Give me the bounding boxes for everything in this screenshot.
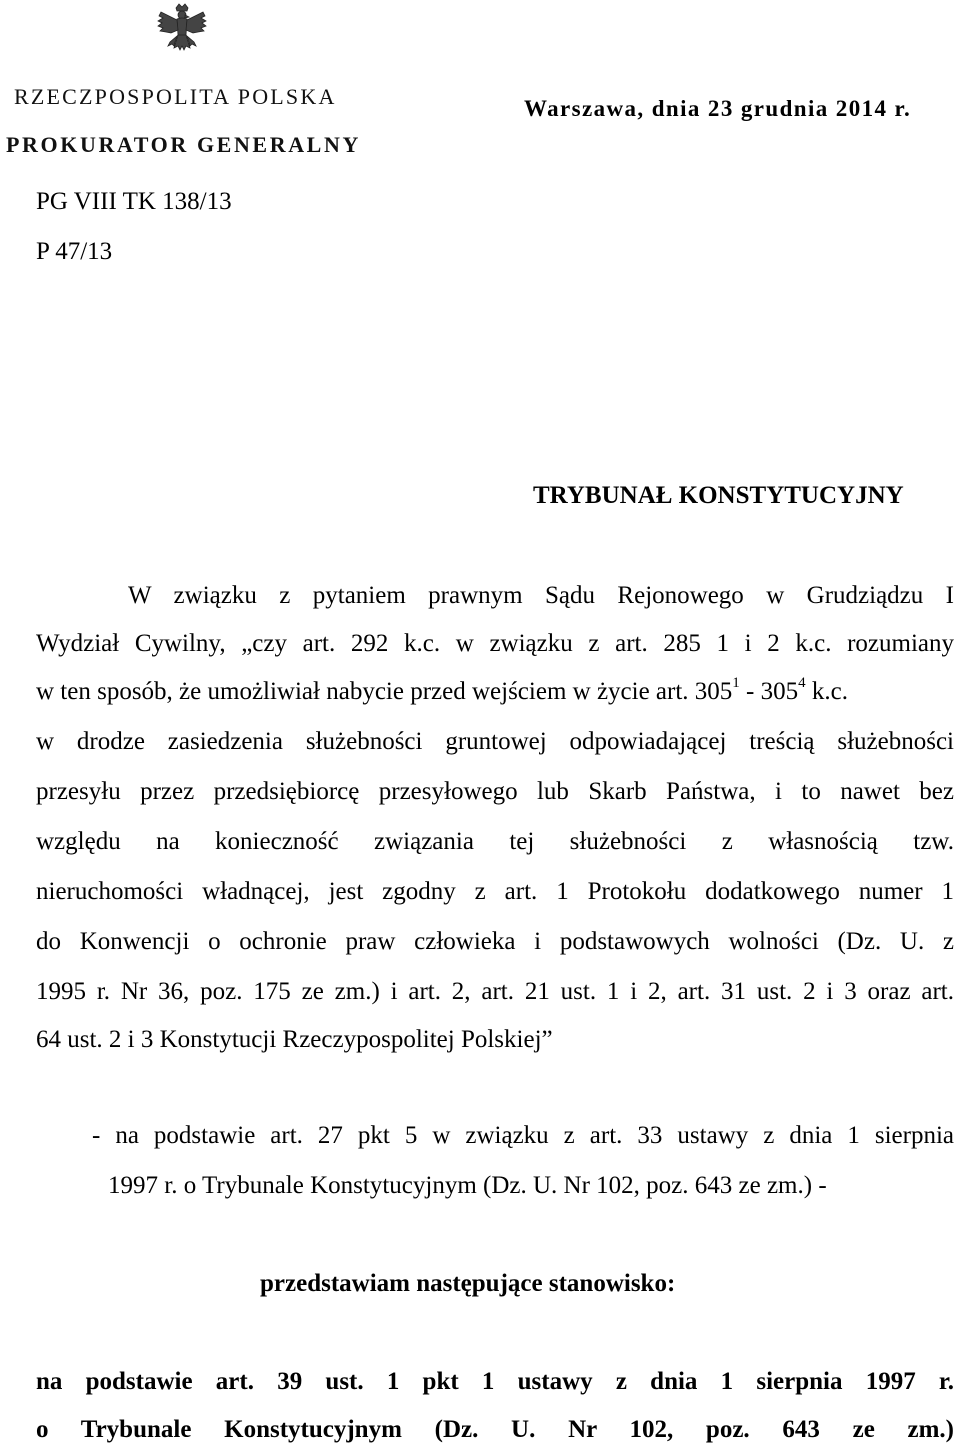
question-line — [36, 630, 954, 658]
case-reference-pg: PG VIII TK 138/13 — [36, 188, 232, 215]
document-date: Warszawa, dnia 23 grudnia 2014 r. — [524, 96, 912, 121]
question-line: do Konwencji o ochronie praw człowieka i podstawowych wolności (Dz. U. z — [36, 928, 954, 955]
final-line: na podstawie art. 39 ust. 1 pkt 1 ustawy z dnia 1 sierpnia 1997 r. — [36, 1368, 954, 1395]
question-line: nieruchomości władnącej, jest zgodny z art. 1 Protokołu dodatkowego numer 1 — [36, 878, 954, 905]
question-line: przesyłu przez przedsiębiorcę przesyłowego lub Skarb Państwa, i to nawet bez — [36, 778, 954, 805]
superscript: 1 — [732, 674, 740, 691]
question-line — [36, 674, 848, 706]
case-reference-p: P 47/13 — [36, 238, 113, 265]
question-line-text: Wydział Cywilny, „czy art. 292 k.c. w związku z art. 285 1 i 2 k.c. rozumiany — [36, 630, 954, 657]
final-paragraph — [36, 1368, 954, 1448]
basis-line: 1997 r. o Trybunale Konstytucyjnym (Dz. U. Nr 102, poz. 643 ze zm.) - — [108, 1172, 827, 1199]
question-line: 64 ust. 2 i 3 Konstytucji Rzeczypospolitej Polskiej” — [36, 1026, 553, 1053]
question-line: w drodze zasiedzenia służebności gruntowej odpowiadającej treścią służebności — [36, 728, 954, 755]
basis-line: - na podstawie art. 27 pkt 5 w związku z art. 33 ustawy z dnia 1 sierpnia — [92, 1122, 954, 1149]
question-line-text: k.c. — [805, 678, 848, 705]
superscript: 4 — [798, 674, 806, 691]
office-name: PROKURATOR GENERALNY — [6, 132, 361, 157]
question-line: względu na konieczność związania tej służebności z własnością tzw. — [36, 828, 954, 855]
question-line: W związku z pytaniem prawnym Sądu Rejonowego w Grudziądzu I — [128, 582, 954, 609]
final-line: o Trybunale Konstytucyjnym (Dz. U. Nr 102, poz. 643 ze zm.) — [36, 1416, 954, 1443]
question-line: 1995 r. Nr 36, poz. 175 ze zm.) i art. 2, art. 21 ust. 1 i 2, art. 31 ust. 2 i 3 oraz art. — [36, 978, 954, 1005]
position-heading: przedstawiam następujące stanowisko: — [260, 1270, 676, 1297]
question-paragraph — [36, 582, 954, 1062]
country-name: RZECZPOSPOLITA POLSKA — [14, 84, 337, 109]
addressee: TRYBUNAŁ KONSTYTUCYJNY — [533, 482, 904, 509]
polish-eagle-emblem-icon — [155, 2, 209, 60]
question-line-text: - 305 — [739, 678, 799, 705]
question-line-text: w ten sposób, że umożliwiał nabycie przed wejściem w życie art. 305 — [36, 678, 733, 705]
